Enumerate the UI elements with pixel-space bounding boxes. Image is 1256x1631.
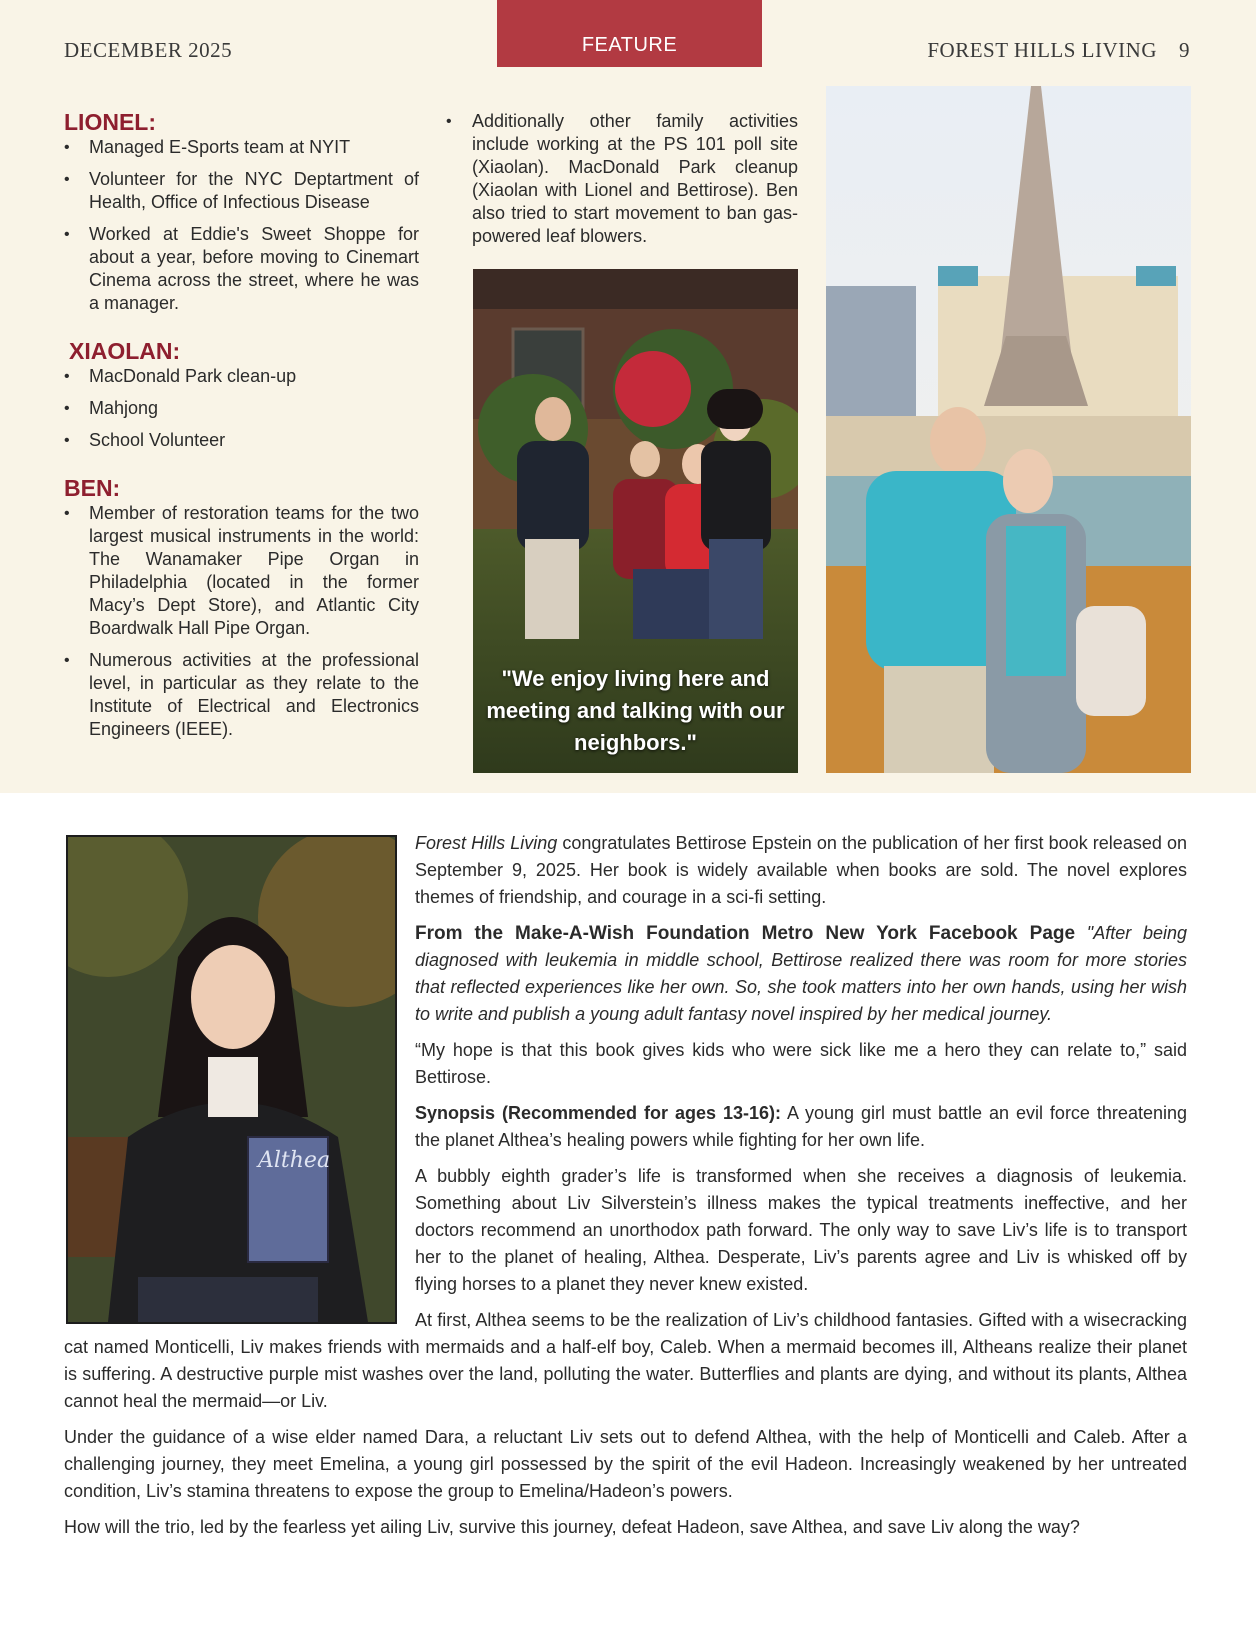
paragraph-plot-3: Under the guidance of a wise elder named Dara, a reluctant Liv sets out to defend Althea, with the help of Monticelli and Caleb. After a challenging journey, they meet Emelina, a young girl possessed by the spirit of the evil Hadeon. Increasingly weakened by her untreated condition, Liv’s stamina threatens to expose the group to Emelina/Hadeon’s powers. <box>64 1427 1187 1501</box>
lionel-list <box>64 136 419 315</box>
article-body <box>64 830 1187 1550</box>
family-photo <box>473 269 798 773</box>
publication-header <box>927 38 1190 63</box>
list-item: • Numerous activities at the professional level, in particular as they relate to the Institute of Electrical and Electronics Engineers (IEEE). <box>64 649 419 741</box>
photo-quote: "We enjoy living here and meeting and talking with our neighbors." <box>486 666 785 755</box>
xiaolan-list <box>64 365 419 452</box>
synopsis-lead: Synopsis (Recommended for ages 13-16): <box>415 1103 781 1123</box>
activities-column <box>446 110 798 248</box>
list-item: • Volunteer for the NYC Deptartment of Health, Office of Infectious Disease <box>64 168 419 214</box>
synopsis-text: A young girl must battle an evil force threatening the planet Althea’s healing powers while fighting for her own life. <box>415 1103 1187 1150</box>
list-item: • Mahjong <box>64 397 419 420</box>
intro-text: congratulates Bettirose Epstein on the publication of her first book released on September 9, 2025. Her book is widely available when books are sold. The novel explores themes of friendship, and courage in a sci-fi setting. <box>415 833 1187 907</box>
section-tab-label: FEATURE <box>581 34 678 56</box>
paragraph-plot-1: A bubbly eighth grader’s life is transformed when she receives a diagnosis of leukemia. Something about Liv Silverstein’s illness makes the typical treatments ineffective, and her doctors recommend an unorthodox path forward. The only way to save Liv’s life is to transport her to the planet of healing, Althea. Desperate, Liv’s parents agree and Liv is whisked off by flying horses to a planet they never knew existed. <box>415 1166 1187 1294</box>
xiaolan-section <box>64 337 419 452</box>
paragraph-plot-4: How will the trio, led by the fearless yet ailing Liv, survive this journey, defeat Hadeon, save Althea, and save Liv along the way? <box>64 1517 1080 1537</box>
publication-name: FOREST HILLS LIVING <box>927 38 1157 62</box>
paris-las-vegas-photo <box>826 86 1191 773</box>
list-item: • Worked at Eddie's Sweet Shoppe for about a year, before moving to Cinemart Cinema across the street, where he was a manager. <box>64 223 419 315</box>
xiaolan-heading: XIAOLAN: <box>69 338 181 364</box>
book-cover-title: Althea <box>258 1148 331 1173</box>
list-item: • Member of restoration teams for the two largest musical instruments in the world: The Wanamaker Pipe Organ in Philadelphia (located in the former Macy’s Dept Store), and Atlantic City Boardwalk Hall Pipe Organ. <box>64 502 419 640</box>
paragraph-plot-2: At first, Althea seems to be the realization of Liv’s childhood fantasies. Gifted with a wisecracking cat named Monticelli, Liv makes friends with mermaids and a half-elf boy, Caleb. When a mermaid becomes ill, Altheans realize their planet is suffering. A destructive purple mist washes over the land, polluting the water. Butterflies and plants are dying, and without its plants, Althea cannot heal the mermaid—or Liv. <box>64 1310 1187 1411</box>
list-item: • MacDonald Park clean-up <box>64 365 419 388</box>
paragraph-author-quote: “My hope is that this book gives kids who were sick like me a hero they can relate to,” said Bettirose. <box>415 1040 1187 1087</box>
ben-heading: BEN: <box>64 475 121 501</box>
family-lists <box>64 108 419 763</box>
page-number: 9 <box>1179 38 1190 62</box>
section-tab <box>497 0 762 67</box>
family-activities: • Additionally other family activities include working at the PS 101 poll site (Xiaolan). MacDonald Park cleanup (Xiaolan with Lionel and Bettirose). Ben also tried to start movement to ban gas-powered leaf blowers. <box>446 110 798 248</box>
list-item: • School Volunteer <box>64 429 419 452</box>
make-a-wish-lead: From the Make-A-Wish Foundation Metro New York Facebook Page <box>415 923 1076 944</box>
photo-spacer <box>64 830 415 1328</box>
lionel-section <box>64 108 419 315</box>
lionel-heading: LIONEL: <box>64 109 156 135</box>
publication-name-inline: Forest Hills Living <box>415 833 558 853</box>
list-item: • Managed E-Sports team at NYIT <box>64 136 419 159</box>
make-a-wish-quote: "After being diagnosed with leukemia in middle school, Bettirose realized there was room for more stories that reflected experiences like her own. So, she took matters into her own hands, using her wish to write and publish a young adult fantasy novel inspired by her medical journey. <box>415 923 1187 1024</box>
paris-photo-image <box>826 86 1191 773</box>
ben-section <box>64 474 419 741</box>
issue-date: DECEMBER 2025 <box>64 38 233 62</box>
ben-list <box>64 502 419 741</box>
